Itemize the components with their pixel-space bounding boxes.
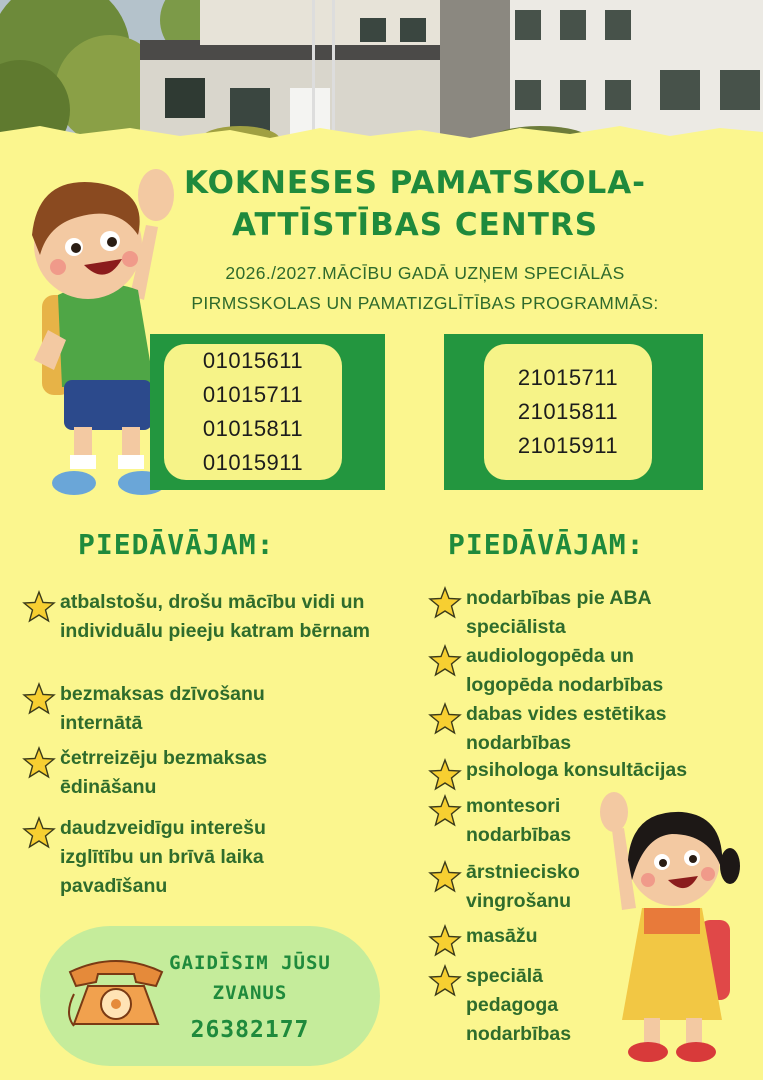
list-item: daudzveidīgu interešu izglītību un brīvā laika pavadīšanu — [22, 814, 402, 901]
subtitle — [160, 258, 690, 318]
program-code: 01015611 — [202, 348, 304, 373]
program-code: 01015811 — [202, 416, 304, 441]
star-icon — [428, 924, 462, 958]
list-item: audiologopēda un logopēda nodarbības — [428, 642, 728, 700]
list-item: atbalstošu, drošu mācību vidi un individuālu pieeju katram bērnam — [22, 588, 402, 646]
list-item: masāžu — [428, 922, 628, 958]
star-icon — [428, 964, 462, 998]
star-icon — [428, 586, 462, 620]
list-item: speciālā pedagoga nodarbības — [428, 962, 628, 1049]
subtitle-line-1: 2026./2027.MĀCĪBU GADĀ UZŅEM SPECIĀLĀS — [225, 263, 625, 283]
girl-illustration — [592, 790, 752, 1070]
program-codes-right — [444, 334, 703, 490]
program-code: 21015911 — [517, 433, 619, 458]
list-item: psihologa konsultācijas — [428, 756, 748, 792]
star-icon — [22, 816, 56, 850]
call-line-2: ZVANUS — [212, 982, 288, 1004]
page-title — [170, 162, 660, 246]
phone-icon — [64, 954, 168, 1036]
star-icon — [428, 794, 462, 828]
title-line-2: ATTĪSTĪBAS CENTRS — [231, 207, 599, 243]
star-icon — [22, 682, 56, 716]
title-line-1: KOKNESES PAMATSKOLA- — [183, 165, 647, 201]
program-code: 21015811 — [517, 399, 619, 424]
list-item: četrreizēju bezmaksas ēdināšanu — [22, 744, 402, 802]
star-icon — [22, 746, 56, 780]
offer-heading-left: PIEDĀVĀJAM: — [78, 528, 275, 561]
program-code: 01015911 — [202, 450, 304, 475]
list-item: bezmaksas dzīvošanu internātā — [22, 680, 402, 738]
offer-heading-right: PIEDĀVĀJAM: — [448, 528, 645, 561]
list-item: montesori nodarbības — [428, 792, 628, 850]
program-code: 21015711 — [517, 365, 619, 390]
star-icon — [428, 702, 462, 736]
star-icon — [22, 590, 56, 624]
star-icon — [428, 644, 462, 678]
phone-number[interactable]: 26382177 — [190, 1017, 310, 1043]
program-code: 01015711 — [202, 382, 304, 407]
star-icon — [428, 758, 462, 792]
call-text — [160, 948, 340, 1008]
subtitle-line-2: PIRMSSKOLAS UN PAMATIZGLĪTĪBAS PROGRAMMĀS: — [191, 293, 659, 313]
program-codes-left — [150, 334, 385, 490]
list-item: ārstniecisko vingrošanu — [428, 858, 628, 916]
star-icon — [428, 860, 462, 894]
call-line-1: GAIDĪSIM JŪSU — [169, 952, 331, 974]
list-item: dabas vides estētikas nodarbības — [428, 700, 728, 758]
list-item: nodarbības pie ABA speciālista — [428, 584, 728, 642]
